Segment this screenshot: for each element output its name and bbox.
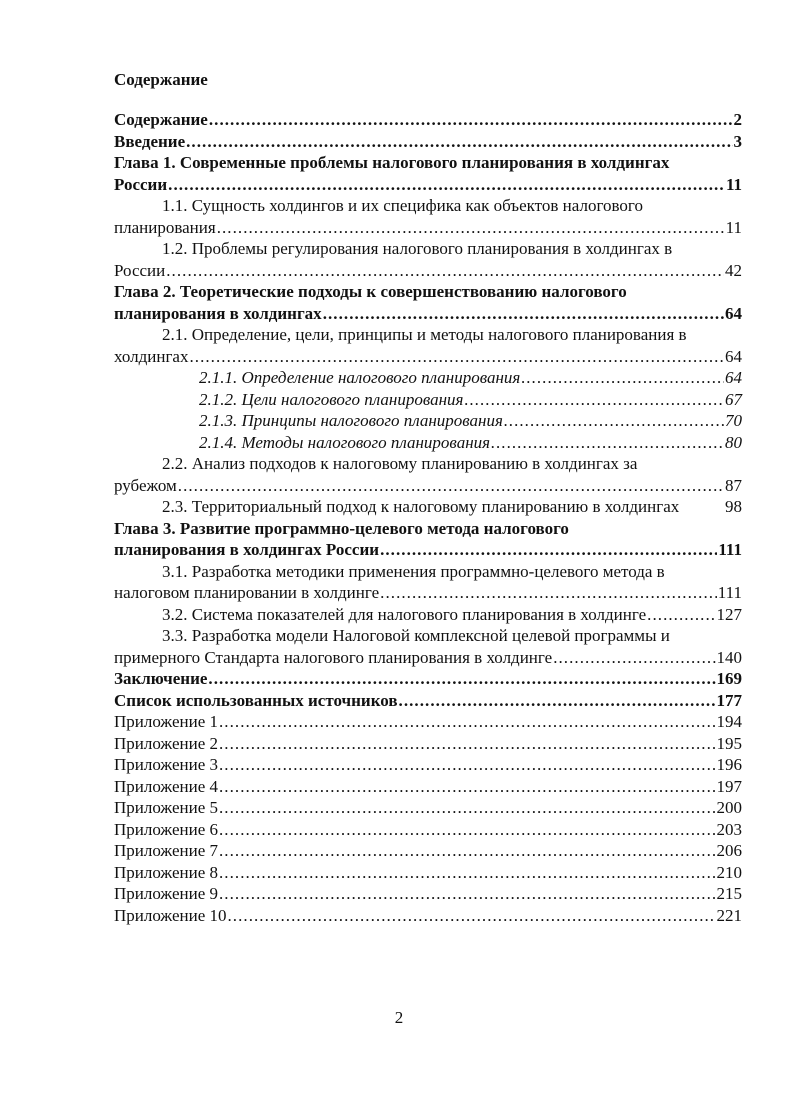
- toc-entry-section-3-2[interactable]: [162, 604, 742, 626]
- toc-entry-page: 111: [718, 540, 742, 559]
- toc-entry-page: 127: [716, 604, 742, 624]
- toc-entry-title: Приложение 7: [114, 841, 218, 860]
- toc-entry-page: 42: [725, 260, 742, 280]
- dot-leader: [219, 883, 716, 905]
- toc-entry-section-3-1[interactable]: [114, 561, 742, 604]
- toc-entry-title-line1: 3.1. Разработка методики применения программно-целевого метода в: [162, 561, 665, 581]
- toc-entry-section-1-2[interactable]: [114, 238, 742, 281]
- toc-entry-title-line1: Глава 1. Современные проблемы налогового планирования в холдингах: [114, 153, 670, 172]
- table-of-contents: [114, 109, 742, 926]
- dot-leader: [399, 690, 716, 712]
- toc-entry-title-line1: 1.2. Проблемы регулирования налогового планирования в холдингах в: [162, 239, 673, 258]
- toc-entry-page: 3: [733, 131, 742, 151]
- toc-entry-title: Приложение 2: [114, 733, 218, 753]
- toc-entry-page: 111: [717, 583, 742, 602]
- toc-entry-section-2-1[interactable]: [114, 324, 742, 367]
- toc-entry-page: 221: [716, 905, 742, 925]
- dot-leader: [219, 754, 716, 776]
- dot-leader: [209, 109, 733, 131]
- toc-entry-page: 203: [716, 819, 742, 839]
- dot-leader: [491, 432, 724, 454]
- toc-entry-page: 140: [716, 647, 742, 667]
- toc-entry-page: 200: [716, 798, 742, 817]
- toc-entry-title: 2.1.1. Определение налогового планирования: [199, 368, 521, 387]
- toc-entry-page: 87: [725, 475, 742, 495]
- toc-entry-page: 64: [725, 303, 742, 323]
- dot-leader: [647, 604, 715, 626]
- dot-leader: [219, 819, 716, 841]
- toc-entry-page: 64: [725, 346, 742, 366]
- toc-entry-title-line1: 1.1. Сущность холдингов и их специфика как объектов налогового: [162, 196, 643, 215]
- toc-entry-title: Содержание: [114, 110, 208, 129]
- dot-leader: [168, 174, 725, 196]
- toc-entry-title-line2: налоговом планировании в холдинге: [114, 583, 380, 602]
- toc-entry-title: 2.3. Территориальный подход к налоговому планированию в холдингах: [162, 497, 680, 516]
- toc-entry-contents[interactable]: [114, 109, 742, 131]
- toc-entry-references[interactable]: [114, 690, 742, 712]
- toc-entry-title-line2: планирования: [114, 217, 216, 237]
- toc-entry-title-line2: России: [114, 260, 166, 280]
- toc-entry-section-3-3[interactable]: [114, 625, 742, 668]
- toc-entry-appendix-2[interactable]: [114, 733, 742, 755]
- toc-entry-subsection-2-1-2[interactable]: [199, 389, 742, 411]
- page-title: Содержание: [114, 70, 208, 89]
- toc-entry-appendix-8[interactable]: [114, 862, 742, 884]
- toc-entry-title-line1: 2.2. Анализ подходов к налоговому планированию в холдингах за: [162, 454, 638, 473]
- dot-leader: [553, 647, 715, 669]
- toc-entry-title: 2.1.4. Методы налогового планирования: [199, 432, 491, 452]
- dot-leader: [323, 303, 724, 325]
- dot-leader: [521, 367, 724, 389]
- toc-entry-title-line2: планирования в холдингах России: [114, 540, 380, 559]
- toc-entry-appendix-6[interactable]: [114, 819, 742, 841]
- toc-entry-appendix-5[interactable]: [114, 797, 742, 819]
- dot-leader: [189, 346, 724, 368]
- toc-entry-title: 2.1.3. Принципы налогового планирования: [199, 411, 503, 430]
- toc-entry-title: Приложение 5: [114, 798, 218, 817]
- toc-entry-page: 11: [725, 217, 742, 237]
- toc-entry-page: 2: [733, 110, 742, 129]
- toc-entry-title-line2: примерного Стандарта налогового планирования в холдинге: [114, 647, 553, 667]
- toc-entry-title: Приложение 4: [114, 776, 218, 796]
- page-number: 2: [394, 1008, 404, 1027]
- dot-leader: [219, 797, 716, 819]
- toc-entry-introduction[interactable]: [114, 131, 742, 153]
- toc-entry-title: Приложение 6: [114, 819, 218, 839]
- toc-entry-section-2-3[interactable]: [162, 496, 742, 518]
- toc-entry-title-line2: холдингах: [114, 346, 189, 366]
- toc-entry-page: 67: [725, 389, 742, 409]
- toc-entry-appendix-9[interactable]: [114, 883, 742, 905]
- toc-entry-title-line1: 2.1. Определение, цели, принципы и методы налогового планирования в: [162, 325, 687, 344]
- dot-leader: [178, 475, 724, 497]
- dot-leader: [219, 711, 716, 733]
- toc-entry-page: 196: [716, 755, 742, 774]
- dot-leader: [166, 260, 724, 282]
- dot-leader: [219, 776, 716, 798]
- toc-entry-title: Приложение 8: [114, 862, 218, 882]
- toc-entry-title-line1: 3.3. Разработка модели Налоговой комплексной целевой программы и: [162, 626, 670, 645]
- dot-leader: [219, 862, 716, 884]
- toc-entry-page: 64: [725, 368, 742, 387]
- toc-entry-section-2-2[interactable]: [114, 453, 742, 496]
- toc-entry-title: Приложение 10: [114, 905, 227, 925]
- toc-entry-chapter-1[interactable]: [114, 152, 742, 195]
- toc-entry-title: Приложение 9: [114, 884, 218, 903]
- toc-entry-title: 3.2. Система показателей для налогового планирования в холдинге: [162, 604, 647, 624]
- toc-entry-title: Приложение 1: [114, 712, 218, 731]
- dot-leader: [219, 733, 716, 755]
- toc-entry-chapter-3[interactable]: [114, 518, 742, 561]
- dot-leader: [208, 668, 715, 690]
- toc-entry-appendix-3[interactable]: [114, 754, 742, 776]
- toc-entry-subsection-2-1-3[interactable]: [199, 410, 742, 432]
- toc-entry-page: 70: [725, 411, 742, 430]
- toc-entry-appendix-1[interactable]: [114, 711, 742, 733]
- toc-entry-page: 177: [716, 690, 742, 710]
- toc-entry-page: 194: [716, 712, 742, 731]
- toc-entry-title: Введение: [114, 131, 186, 151]
- toc-entry-page: 98: [725, 497, 742, 516]
- toc-entry-appendix-7[interactable]: [114, 840, 742, 862]
- dot-leader: [217, 217, 725, 239]
- toc-entry-page: 215: [716, 884, 742, 903]
- dot-leader: [186, 131, 732, 153]
- toc-entry-section-1-1[interactable]: [114, 195, 742, 238]
- toc-entry-appendix-4[interactable]: [114, 776, 742, 798]
- toc-entry-title-line2: России: [114, 174, 168, 194]
- toc-entry-chapter-2[interactable]: [114, 281, 742, 324]
- toc-entry-title: Список использованных источников: [114, 690, 398, 710]
- toc-entry-page: 11: [725, 174, 742, 194]
- toc-entry-title: Приложение 3: [114, 755, 218, 774]
- toc-entry-page: 206: [716, 841, 742, 860]
- dot-leader: [219, 840, 716, 862]
- toc-entry-title-line1: Глава 3. Развитие программно-целевого метода налогового: [114, 518, 569, 538]
- dot-leader: [464, 389, 724, 411]
- toc-entry-title-line2: рубежом: [114, 475, 177, 495]
- toc-entry-appendix-10[interactable]: [114, 905, 742, 927]
- toc-entry-subsection-2-1-1[interactable]: [199, 367, 742, 389]
- dot-leader: [380, 582, 717, 604]
- toc-entry-page: 197: [716, 776, 742, 796]
- toc-entry-page: 169: [716, 669, 742, 688]
- toc-entry-title-line1: Глава 2. Теоретические подходы к совершенствованию налогового: [114, 282, 627, 301]
- toc-entry-page: 210: [716, 862, 742, 882]
- toc-entry-subsection-2-1-4[interactable]: [199, 432, 742, 454]
- dot-leader: [504, 410, 724, 432]
- toc-entry-page: 80: [725, 432, 742, 452]
- toc-entry-page: 195: [716, 733, 742, 753]
- toc-entry-title: 2.1.2. Цели налогового планирования: [199, 389, 464, 409]
- toc-entry-title: Заключение: [114, 669, 208, 688]
- dot-leader: [228, 905, 716, 927]
- toc-entry-conclusion[interactable]: [114, 668, 742, 690]
- dot-leader: [380, 539, 717, 561]
- toc-entry-title-line2: планирования в холдингах: [114, 303, 322, 323]
